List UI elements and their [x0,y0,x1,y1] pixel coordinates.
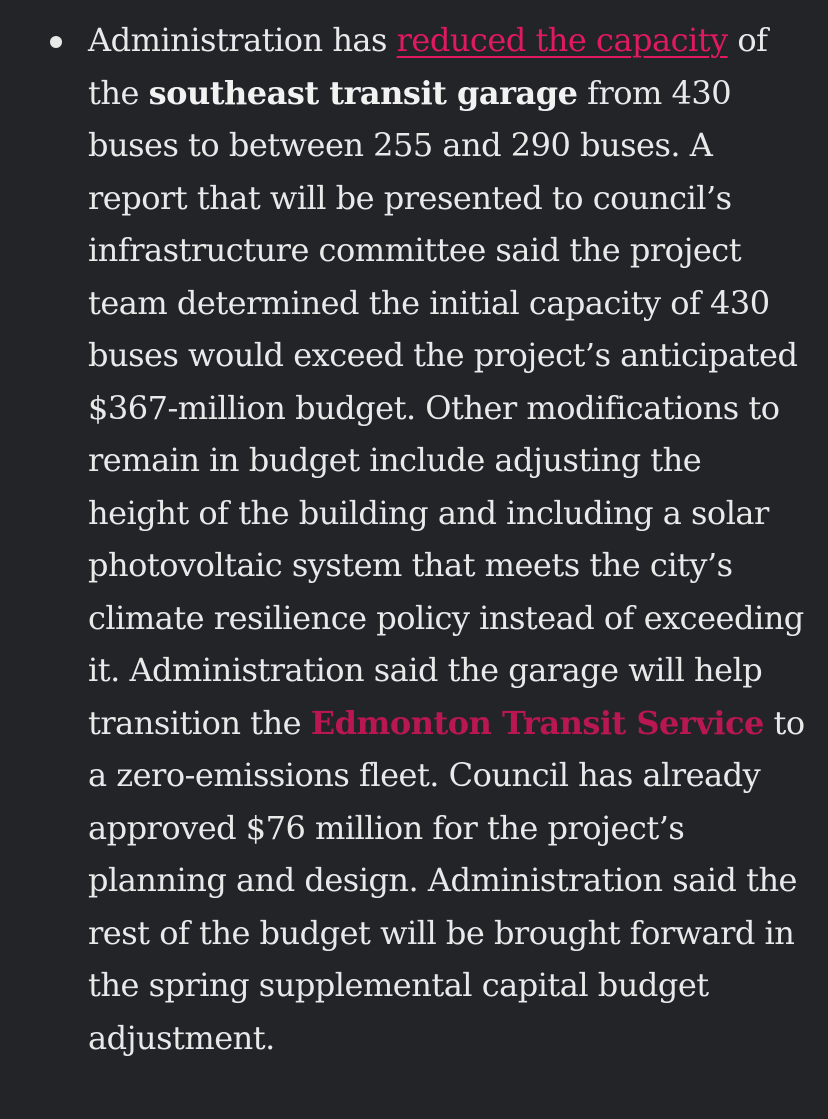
text-segment: Administration has [88,21,397,59]
text-segment: to a zero-emissions fleet. Council has already approved $76 million for the project’s planning and design. Administration said the rest of the budget will be brought forward in the spring supplemental capital budget adjustment. [88,703,805,1057]
text-segment: from 430 buses to between 255 and 290 buses. A report that will be presented to council’s infrastructure committee said the project team determined the initial capacity of 430 buses would exceed the project’s anticipated $367-million budget. Other modifications to remain in budget include adjusting the height of the building and including a solar photovoltaic system that meets the city’s climate resilience policy instead of exceeding it. Administration said the garage will help transition the [88,73,804,742]
garage-name-bold: southeast transit garage [148,73,578,112]
bullet-dot-icon [50,36,62,48]
bullet-item [0,14,808,1064]
reduced-capacity-link[interactable]: reduced the capacity [396,21,728,59]
text-segment: of the [88,21,768,112]
bullet-list [0,14,808,1064]
edmonton-transit-service-link[interactable]: Edmonton Transit Service [310,703,764,742]
